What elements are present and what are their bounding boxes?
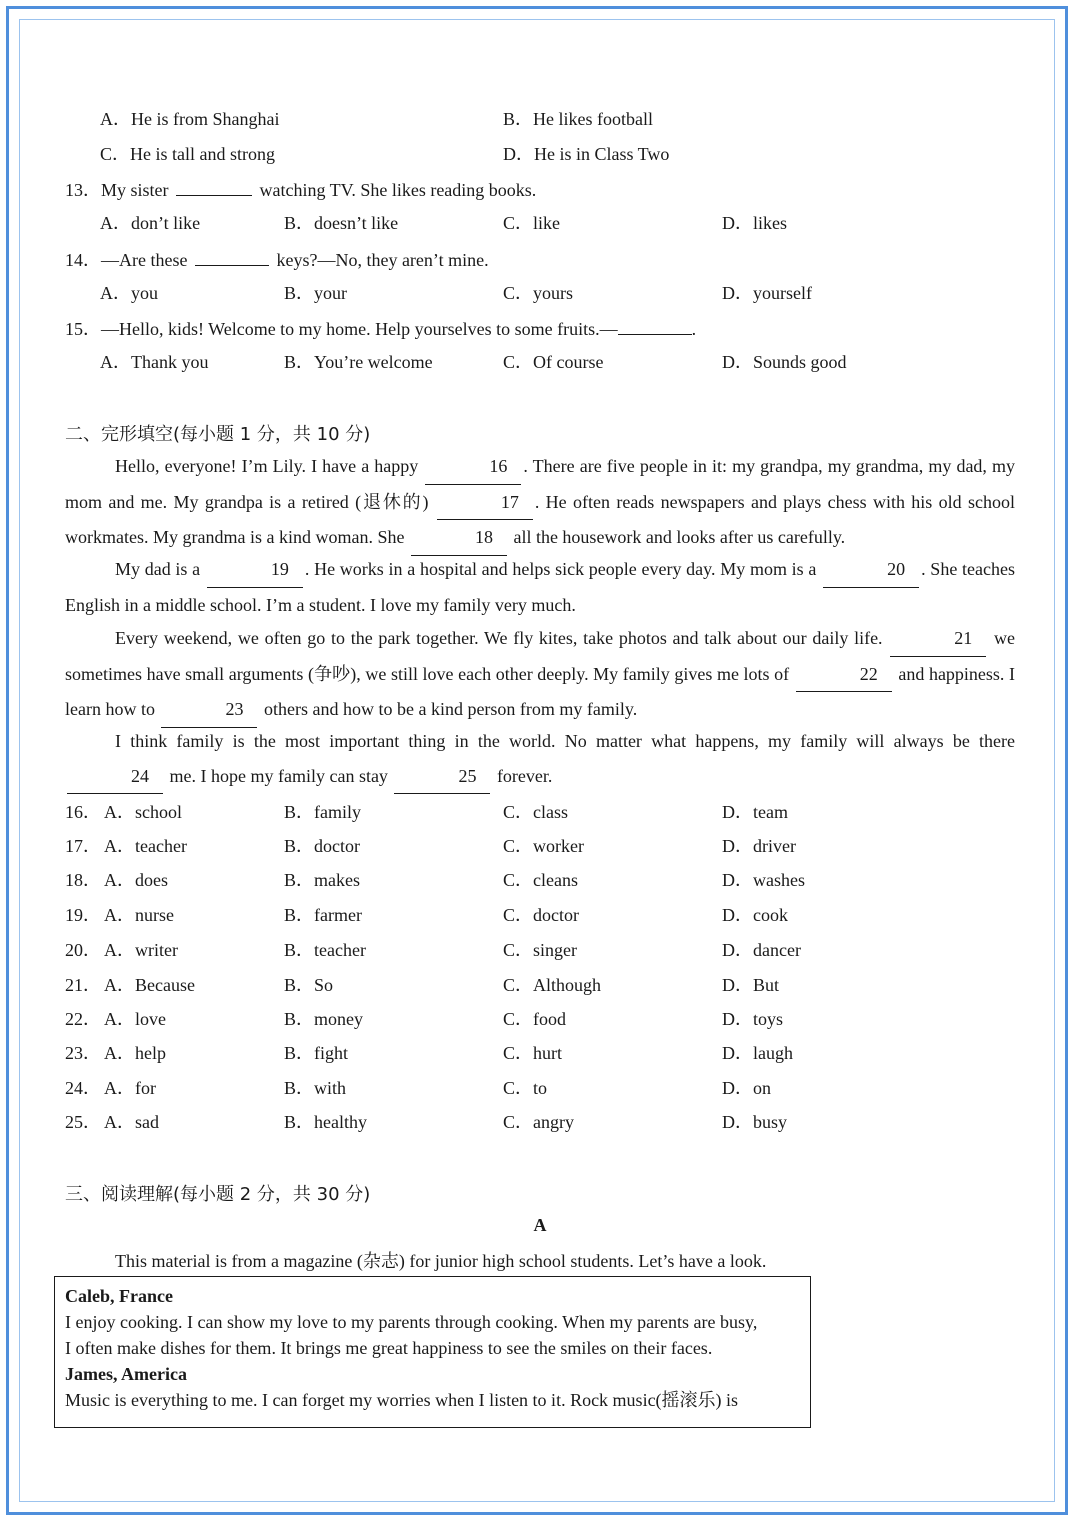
cloze-blank-22: 22 — [796, 657, 892, 693]
box-text-1b: I often make dishes for them. It brings me great happiness to see the smiles on their faces. — [65, 1338, 713, 1358]
cloze-blank-18: 18 — [411, 520, 507, 556]
q12-option-d: D．He is in Class Two — [503, 144, 670, 164]
cloze-option-a: A．Because — [104, 975, 195, 995]
box-name-2-text: James, America — [65, 1364, 187, 1384]
cloze-p1-text-c: . He often reads newspapers and plays chess with his old school workmates. My grandma is a kind woman. She — [65, 491, 1015, 547]
cloze-option-number: 16． — [65, 802, 101, 822]
cloze-paragraph-2 — [65, 552, 1015, 622]
cloze-p3-text-d: others and how to be a kind person from my family. — [263, 699, 638, 719]
cloze-blank-24: 24 — [67, 759, 163, 795]
cloze-option-a: A．nurse — [104, 905, 174, 925]
cloze-option-d: D．washes — [722, 870, 805, 890]
cloze-option-d: D．team — [722, 802, 788, 822]
cloze-paragraph-3 — [65, 621, 1015, 728]
cloze-option-b: B．makes — [284, 870, 360, 890]
cloze-option-d: D．busy — [722, 1112, 788, 1132]
q15-option-c: C．Of course — [503, 352, 604, 372]
section-3-title: 三、阅读理解(每小题 2 分，共 30 分) — [65, 1184, 371, 1205]
cloze-option-b: B．teacher — [284, 940, 366, 960]
q13-option-b: B．doesn’t like — [284, 213, 399, 233]
passage-intro: This material is from a magazine (杂志) for junior high school students. Let’s have a look. — [115, 1251, 767, 1271]
cloze-option-a: A．teacher — [104, 836, 187, 856]
cloze-option-number: 23． — [65, 1043, 101, 1063]
cloze-option-c: C．food — [503, 1009, 566, 1029]
cloze-option-a: A．sad — [104, 1112, 159, 1132]
cloze-option-d: D．driver — [722, 836, 796, 856]
question-13 — [65, 177, 536, 201]
cloze-paragraph-4 — [65, 724, 1015, 794]
section-2-title: 二、完形填空(每小题 1 分，共 10 分) — [65, 424, 371, 445]
cloze-p2-text-a: My dad is a — [115, 559, 201, 579]
cloze-p2-text-b: . He works in a hospital and helps sick people every day. My mom is a — [304, 559, 817, 579]
cloze-blank-16: 16 — [425, 449, 521, 485]
cloze-option-b: B．with — [284, 1078, 347, 1098]
cloze-option-c: C．cleans — [503, 870, 578, 890]
cloze-option-number: 17． — [65, 836, 101, 856]
q13-option-c: C．like — [503, 213, 560, 233]
q13-option-d: D．likes — [722, 213, 787, 233]
box-text-1a: I enjoy cooking. I can show my love to my parents through cooking. When my parents are busy, — [65, 1312, 758, 1332]
q13-stem-post: watching TV. She likes reading books. — [259, 180, 537, 200]
cloze-option-d: D．laugh — [722, 1043, 793, 1063]
cloze-option-d: D．on — [722, 1078, 771, 1098]
cloze-option-d: D．dancer — [722, 940, 801, 960]
q14-option-a: A．you — [100, 283, 158, 303]
cloze-option-d: D．cook — [722, 905, 788, 925]
q14-stem-pre: 14．—Are these — [65, 250, 188, 270]
cloze-option-b: B．fight — [284, 1043, 349, 1063]
cloze-option-number: 25． — [65, 1112, 101, 1132]
cloze-p2-text-c: . She teaches English in a middle school. I’m a student. I love my family very much. — [65, 559, 1015, 615]
cloze-option-a: A．does — [104, 870, 168, 890]
q14-stem-post: keys?—No, they aren’t mine. — [276, 250, 489, 270]
q12-option-a: A．He is from Shanghai — [100, 109, 280, 129]
cloze-option-b: B．farmer — [284, 905, 362, 925]
q12-option-b: B．He likes football — [503, 109, 653, 129]
cloze-option-c: C．worker — [503, 836, 584, 856]
cloze-p4-text-b: me. I hope my family can stay — [169, 765, 388, 786]
cloze-option-number: 19． — [65, 905, 101, 925]
box-name-1 — [65, 1283, 800, 1309]
cloze-p4-text-c: forever. — [496, 765, 553, 786]
cloze-option-b: B．healthy — [284, 1112, 367, 1132]
cloze-blank-23: 23 — [161, 692, 257, 728]
cloze-option-c: C．Although — [503, 975, 602, 995]
cloze-blank-20: 20 — [823, 552, 919, 588]
cloze-p3-text-b: we sometimes have small arguments (争吵), we still love each other deeply. My family gives me lots of — [65, 628, 1015, 684]
cloze-option-a: A．for — [104, 1078, 156, 1098]
cloze-p3-text-a: Every weekend, we often go to the park together. We fly kites, take photos and talk about our daily life. — [115, 628, 883, 648]
cloze-option-number: 20． — [65, 940, 101, 960]
q13-stem-pre: 13．My sister — [65, 180, 169, 200]
cloze-option-a: A．love — [104, 1009, 166, 1029]
cloze-option-number: 24． — [65, 1078, 101, 1098]
cloze-option-a: A．writer — [104, 940, 178, 960]
cloze-option-number: 18． — [65, 870, 101, 890]
q14-option-d: D．yourself — [722, 283, 812, 303]
cloze-blank-19: 19 — [207, 552, 303, 588]
cloze-blank-21: 21 — [890, 621, 986, 657]
box-text-2: Music is everything to me. I can forget my worries when I listen to it. Rock music(摇滚乐) is — [65, 1390, 739, 1410]
cloze-option-c: C．angry — [503, 1112, 574, 1132]
q15-option-a: A．Thank you — [100, 352, 209, 372]
q13-blank — [176, 177, 252, 196]
q15-stem-pre: 15．—Hello, kids! Welcome to my home. Help yourselves to some fruits.— — [65, 319, 618, 339]
q14-option-b: B．your — [284, 283, 347, 303]
cloze-blank-25: 25 — [394, 759, 490, 795]
cloze-option-a: A．help — [104, 1043, 166, 1063]
box-name-1-text: Caleb, France — [65, 1286, 173, 1306]
q15-blank — [618, 316, 692, 335]
cloze-option-number: 21． — [65, 975, 101, 995]
cloze-option-b: B．So — [284, 975, 334, 995]
cloze-option-b: B．family — [284, 802, 361, 822]
q12-option-c: C．He is tall and strong — [100, 144, 275, 164]
cloze-option-b: B．doctor — [284, 836, 360, 856]
q15-option-d: D．Sounds good — [722, 352, 847, 372]
cloze-option-a: A．school — [104, 802, 182, 822]
q15-option-b: B．You’re welcome — [284, 352, 433, 372]
cloze-option-c: C．hurt — [503, 1043, 563, 1063]
cloze-p1-text-d: all the housework and looks after us carefully. — [513, 527, 846, 547]
cloze-paragraph-1 — [65, 449, 1015, 556]
question-14 — [65, 247, 489, 271]
cloze-p3-text-c: and happiness. I learn how to — [65, 663, 1016, 719]
cloze-option-b: B．money — [284, 1009, 363, 1029]
q14-blank — [195, 247, 269, 266]
passage-label: A — [533, 1215, 547, 1235]
cloze-option-c: C．singer — [503, 940, 577, 960]
cloze-option-d: D．toys — [722, 1009, 784, 1029]
q14-option-c: C．yours — [503, 283, 574, 303]
cloze-option-c: C．class — [503, 802, 568, 822]
cloze-blank-17: 17 — [437, 485, 533, 521]
cloze-option-c: C．doctor — [503, 905, 579, 925]
cloze-p1-text-b: . There are five people in it: my grandpa, my grandma, my dad, my mom and me. My grandpa is a retired (退休的) — [65, 456, 1016, 512]
q13-option-a: A．don’t like — [100, 213, 201, 233]
reading-box — [54, 1276, 811, 1428]
cloze-p4-text-a: I think family is the most important thing in the world. No matter what happens, my family will always be there — [115, 731, 1015, 751]
cloze-option-c: C．to — [503, 1078, 548, 1098]
cloze-option-d: D．But — [722, 975, 780, 995]
box-name-2 — [65, 1361, 800, 1387]
question-15 — [65, 316, 696, 340]
cloze-option-number: 22． — [65, 1009, 101, 1029]
cloze-p1-text-a: Hello, everyone! I’m Lily. I have a happy — [115, 456, 419, 476]
q15-stem-post: . — [691, 319, 697, 339]
